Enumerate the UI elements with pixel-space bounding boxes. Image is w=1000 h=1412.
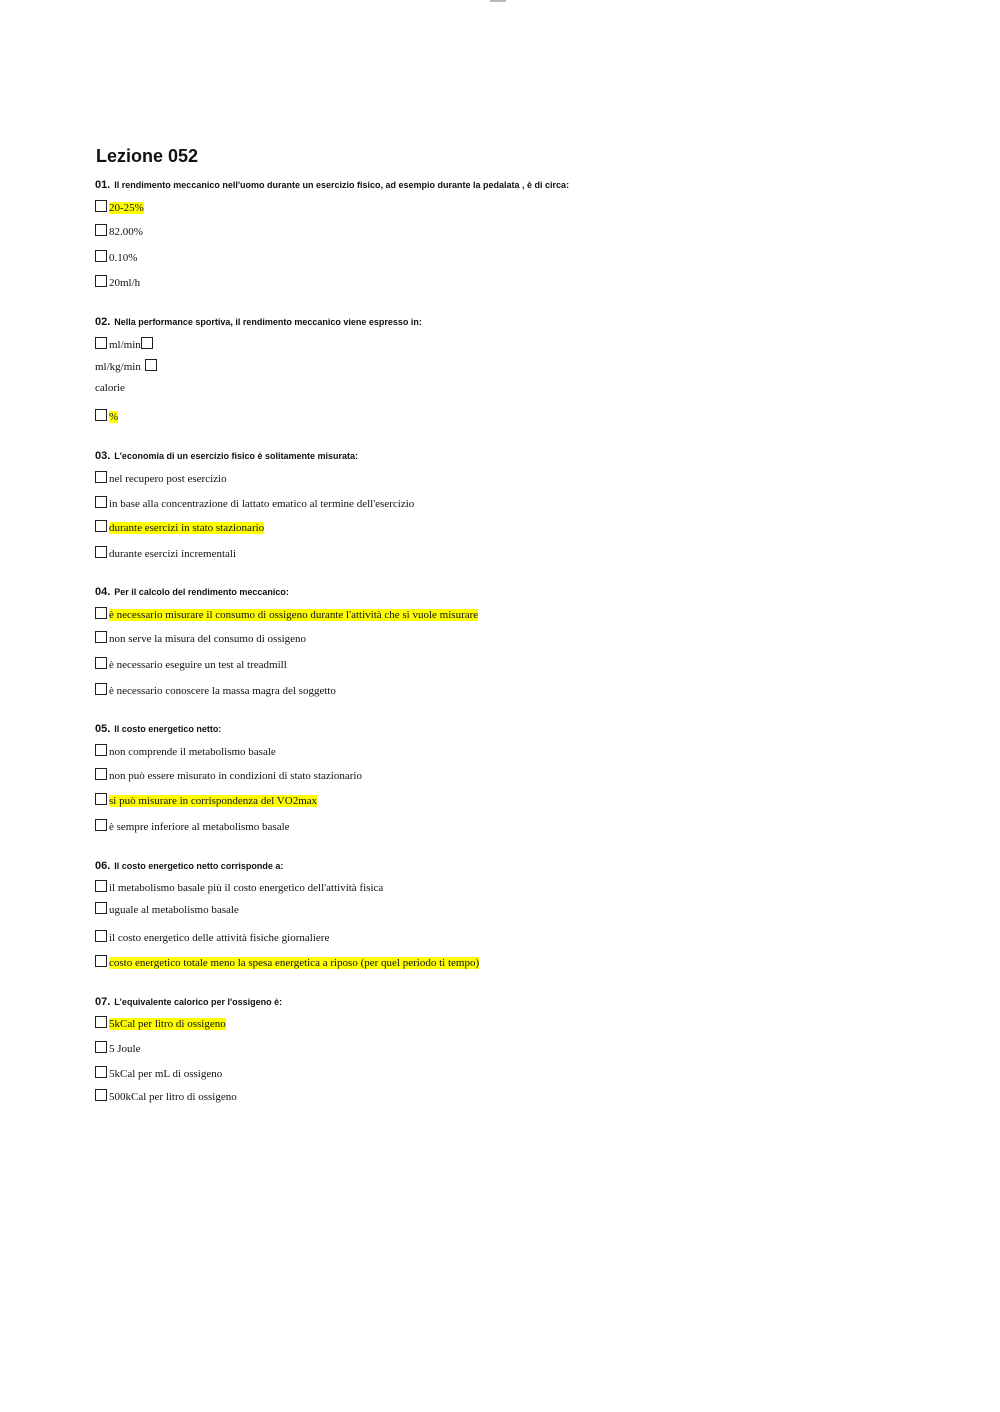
checkbox[interactable]	[95, 930, 107, 942]
answer-label-correct: 20-25%	[109, 202, 144, 214]
question-text: Il rendimento meccanico nell'uomo durante un esercizio fisico, ad esempio durante la pedalata , è di circa:	[114, 180, 570, 190]
checkbox[interactable]	[95, 1066, 107, 1078]
page-header-mark	[490, 0, 506, 2]
answer-option[interactable]	[95, 1018, 226, 1030]
answer-option[interactable]	[95, 746, 276, 758]
checkbox[interactable]	[95, 744, 107, 756]
answer-label: 0.10%	[109, 252, 138, 264]
answer-option[interactable]	[95, 1068, 222, 1080]
checkbox[interactable]	[95, 520, 107, 532]
question-03	[95, 450, 358, 462]
answer-option[interactable]	[95, 821, 290, 833]
answer-label: ml/kg/min	[95, 361, 141, 373]
answer-option[interactable]	[95, 932, 329, 944]
question-number: 01.	[95, 179, 111, 191]
checkbox[interactable]	[95, 607, 107, 619]
answer-option[interactable]	[95, 226, 143, 238]
question-text: Il costo energetico netto:	[114, 724, 222, 734]
answer-option[interactable]	[95, 411, 118, 423]
page-title: Lezione 052	[96, 146, 199, 166]
answer-option[interactable]	[95, 1091, 237, 1103]
answer-option[interactable]	[95, 882, 383, 894]
checkbox[interactable]	[95, 880, 107, 892]
checkbox[interactable]	[95, 955, 107, 967]
answer-label: 5 Joule	[109, 1043, 141, 1055]
answer-label-correct: 5kCal per litro di ossigeno	[109, 1018, 226, 1030]
checkbox[interactable]	[95, 793, 107, 805]
answer-option[interactable]	[95, 685, 336, 697]
checkbox[interactable]	[95, 683, 107, 695]
checkbox[interactable]	[95, 768, 107, 780]
answer-option[interactable]	[95, 1043, 140, 1055]
answer-label: 500kCal per litro di ossigeno	[109, 1091, 237, 1103]
answer-label: 5kCal per mL di ossigeno	[109, 1068, 223, 1080]
answer-label: nel recupero post esercizio	[109, 473, 227, 485]
answer-option[interactable]	[95, 277, 140, 289]
question-07	[95, 996, 282, 1008]
answer-label: 82.00%	[109, 226, 143, 238]
answer-option[interactable]	[95, 361, 159, 373]
question-01	[95, 179, 569, 191]
question-number: 05.	[95, 723, 111, 735]
question-text: L'economia di un esercizio fisico è solitamente misurata:	[114, 451, 359, 461]
checkbox[interactable]	[95, 250, 107, 262]
checkbox[interactable]	[145, 359, 157, 371]
answer-option[interactable]	[95, 522, 264, 534]
checkbox[interactable]	[95, 1041, 107, 1053]
question-text: Per il calcolo del rendimento meccanico:	[114, 587, 289, 597]
answer-label: è sempre inferiore al metabolismo basale	[109, 821, 290, 833]
checkbox[interactable]	[95, 471, 107, 483]
answer-option[interactable]	[95, 659, 287, 671]
answer-label: uguale al metabolismo basale	[109, 904, 239, 916]
answer-label-correct: durante esercizi in stato stazionario	[109, 522, 265, 534]
answer-label-correct: %	[109, 411, 119, 423]
answer-option[interactable]	[95, 904, 239, 916]
question-number: 06.	[95, 860, 111, 872]
answer-label: è necessario eseguire un test al treadmill	[109, 659, 287, 671]
answer-option[interactable]	[95, 382, 125, 394]
question-number: 07.	[95, 996, 111, 1008]
checkbox[interactable]	[95, 1016, 107, 1028]
question-05	[95, 723, 221, 735]
checkbox[interactable]	[95, 224, 107, 236]
question-02	[95, 316, 422, 328]
answer-label: 20ml/h	[109, 277, 141, 289]
answer-label-correct: si può misurare in corrispondenza del VO2max	[109, 795, 318, 807]
answer-option[interactable]	[95, 252, 137, 264]
answer-label: in base alla concentrazione di lattato ematico al termine dell'esercizio	[109, 498, 415, 510]
question-number: 04.	[95, 586, 111, 598]
answer-label-correct: è necessario misurare il consumo di ossigeno durante l'attività che si vuole misurare	[109, 609, 479, 621]
checkbox[interactable]	[95, 337, 107, 349]
checkbox[interactable]	[95, 546, 107, 558]
checkbox[interactable]	[95, 819, 107, 831]
answer-label-correct: costo energetico totale meno la spesa energetica a riposo (per quel periodo ti tempo)	[109, 957, 480, 969]
question-06	[95, 860, 283, 872]
answer-option[interactable]	[95, 633, 306, 645]
answer-label: non può essere misurato in condizioni di stato stazionario	[109, 770, 362, 782]
answer-label: è necessario conoscere la massa magra del soggetto	[109, 685, 336, 697]
answer-option[interactable]	[95, 473, 227, 485]
answer-option[interactable]	[95, 795, 317, 807]
checkbox[interactable]	[95, 902, 107, 914]
answer-option[interactable]	[95, 202, 144, 214]
checkbox[interactable]	[141, 337, 153, 349]
answer-option[interactable]	[95, 957, 479, 969]
checkbox[interactable]	[95, 496, 107, 508]
answer-option[interactable]	[95, 770, 362, 782]
answer-label: ml/min	[109, 339, 141, 351]
answer-label: il metabolismo basale più il costo energetico dell'attività fisica	[109, 882, 384, 894]
answer-option[interactable]	[95, 548, 236, 560]
answer-option[interactable]	[95, 339, 155, 351]
question-text: Nella performance sportiva, il rendimento meccanico viene espresso in:	[114, 317, 422, 327]
question-text: L'equivalente calorico per l'ossigeno è:	[114, 997, 283, 1007]
question-number: 03.	[95, 450, 111, 462]
answer-label: durante esercizi incrementali	[109, 548, 237, 560]
checkbox[interactable]	[95, 275, 107, 287]
checkbox[interactable]	[95, 409, 107, 421]
question-number: 02.	[95, 316, 111, 328]
answer-label: non serve la misura del consumo di ossigeno	[109, 633, 307, 645]
checkbox[interactable]	[95, 200, 107, 212]
question-text: Il costo energetico netto corrisponde a:	[114, 861, 284, 871]
answer-label: il costo energetico delle attività fisiche giornaliere	[109, 932, 330, 944]
checkbox[interactable]	[95, 657, 107, 669]
checkbox[interactable]	[95, 631, 107, 643]
answer-option[interactable]	[95, 609, 478, 621]
answer-option[interactable]	[95, 498, 414, 510]
answer-label: calorie	[95, 382, 125, 394]
answer-label: non comprende il metabolismo basale	[109, 746, 276, 758]
question-04	[95, 586, 289, 598]
checkbox[interactable]	[95, 1089, 107, 1101]
